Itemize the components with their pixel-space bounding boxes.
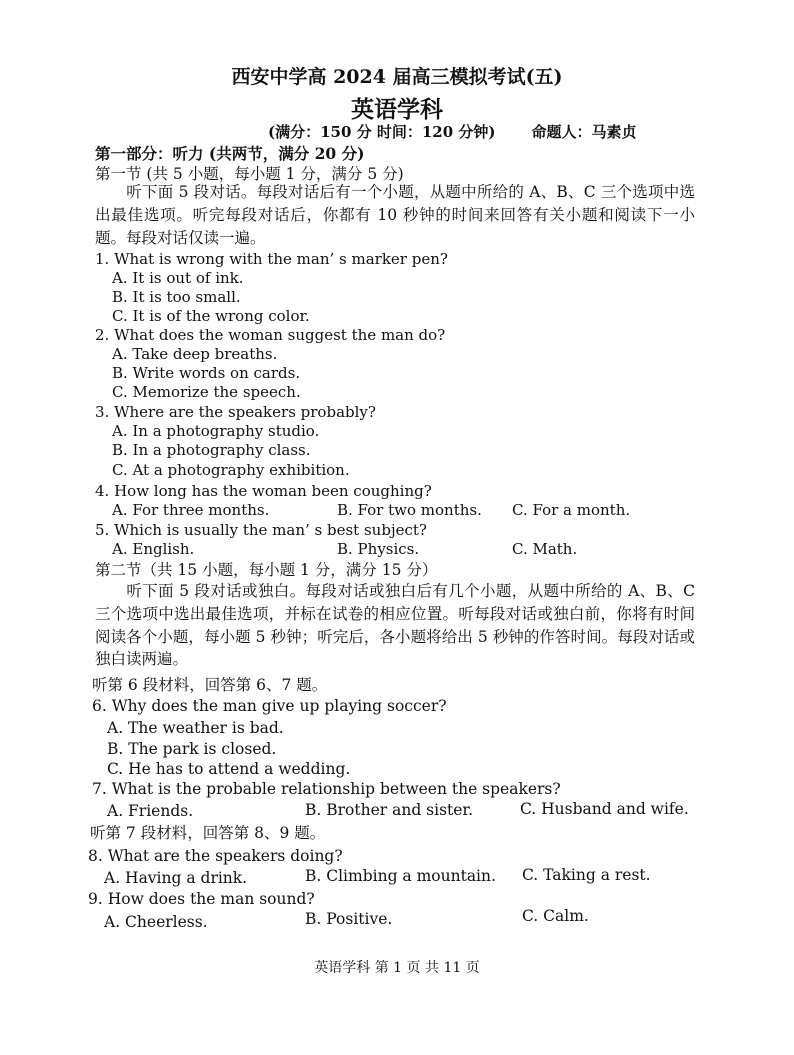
section1-instructions-text: 听下面 5 段对话。每段对话后有一个小题，从题中所给的 A、B、C 三个选项中选出最佳选项。听完每段对话后，你都有 10 秒钟的时间来回答有关小题和阅读下一小题。每段对话仅读一遍。 (95, 183, 695, 247)
option-a: A. Friends. (107, 802, 194, 820)
option-c: C. It is of the wrong color. (112, 307, 310, 325)
author-info: 命题人：马素贞 (531, 123, 637, 141)
exam-title: 西安中学高 2024 届高三模拟考试(五) (231, 66, 563, 88)
option-a: A. Cheerless. (104, 913, 208, 931)
option-b: B. Write words on cards. (112, 364, 301, 382)
option-c: C. Memorize the speech. (112, 383, 301, 401)
section2-heading: 第二节（共 15 小题，每小题 1 分，满分 15 分） (95, 561, 438, 579)
option-a: A. Take deep breaths. (112, 345, 278, 363)
question-stem: 6. Why does the man give up playing soccer? (92, 697, 447, 715)
option-b: B. Climbing a mountain. (305, 867, 496, 885)
option-b: B. Brother and sister. (305, 801, 474, 819)
option-c: C. Taking a rest. (522, 866, 651, 884)
page-footer: 英语学科 第 1 页 共 11 页 (314, 960, 480, 976)
question-stem: 8. What are the speakers doing? (88, 847, 343, 865)
question-stem: 3. Where are the speakers probably? (95, 403, 376, 421)
question-stem: 1. What is wrong with the man’ s marker pen? (95, 250, 448, 268)
question-stem: 9. How does the man sound? (88, 890, 315, 908)
option-c: C. Calm. (522, 907, 589, 925)
option-c: C. He has to attend a wedding. (107, 760, 351, 778)
option-a: A. It is out of ink. (112, 269, 244, 287)
score-time-info: (满分：150 分 时间：120 分钟) (268, 123, 496, 141)
option-b: B. Positive. (305, 910, 393, 928)
option-a: A. Having a drink. (104, 869, 248, 887)
option-c: C. Husband and wife. (520, 800, 689, 818)
material-7-heading: 听第 7 段材料，回答第 8、9 题。 (90, 824, 326, 842)
option-c: C. For a month. (512, 501, 631, 519)
option-a: A. English. (112, 540, 195, 558)
exam-info (268, 121, 637, 142)
option-b: B. Physics. (337, 540, 420, 558)
option-b: B. The park is closed. (107, 740, 277, 758)
option-b: B. In a photography class. (112, 441, 311, 459)
question-stem: 4. How long has the woman been coughing? (95, 482, 432, 500)
question-stem: 2. What does the woman suggest the man do? (95, 326, 446, 344)
material-6-heading: 听第 6 段材料，回答第 6、7 题。 (92, 676, 328, 694)
question-stem: 7. What is the probable relationship between the speakers? (92, 780, 561, 798)
option-a: A. For three months. (112, 501, 270, 519)
section2-instructions (95, 580, 695, 671)
part1-heading: 第一部分：听力 (共两节，满分 20 分) (95, 144, 365, 163)
section1-instructions (95, 181, 695, 249)
section1-heading: 第一节 (共 5 小题，每小题 1 分，满分 5 分) (95, 165, 404, 183)
question-stem: 5. Which is usually the man’ s best subject? (95, 521, 427, 539)
option-a: A. The weather is bad. (107, 719, 284, 737)
option-b: B. For two months. (337, 501, 482, 519)
option-b: B. It is too small. (112, 288, 241, 306)
option-c: C. Math. (512, 540, 578, 558)
section2-instructions-text: 听下面 5 段对话或独白。每段对话或独白后有几个小题，从题中所给的 A、B、C 三个选项中选出最佳选项，并标在试卷的相应位置。听每段对话或独白前，你将有时间阅读各个小题，每小题 5 秒钟；听完后，各小题将给出 5 秒钟的作答时间。每段对话或独白读两遍。 (95, 582, 695, 669)
option-c: C. At a photography exhibition. (112, 461, 350, 479)
option-a: A. In a photography studio. (112, 422, 320, 440)
subject-title: 英语学科 (351, 96, 443, 123)
